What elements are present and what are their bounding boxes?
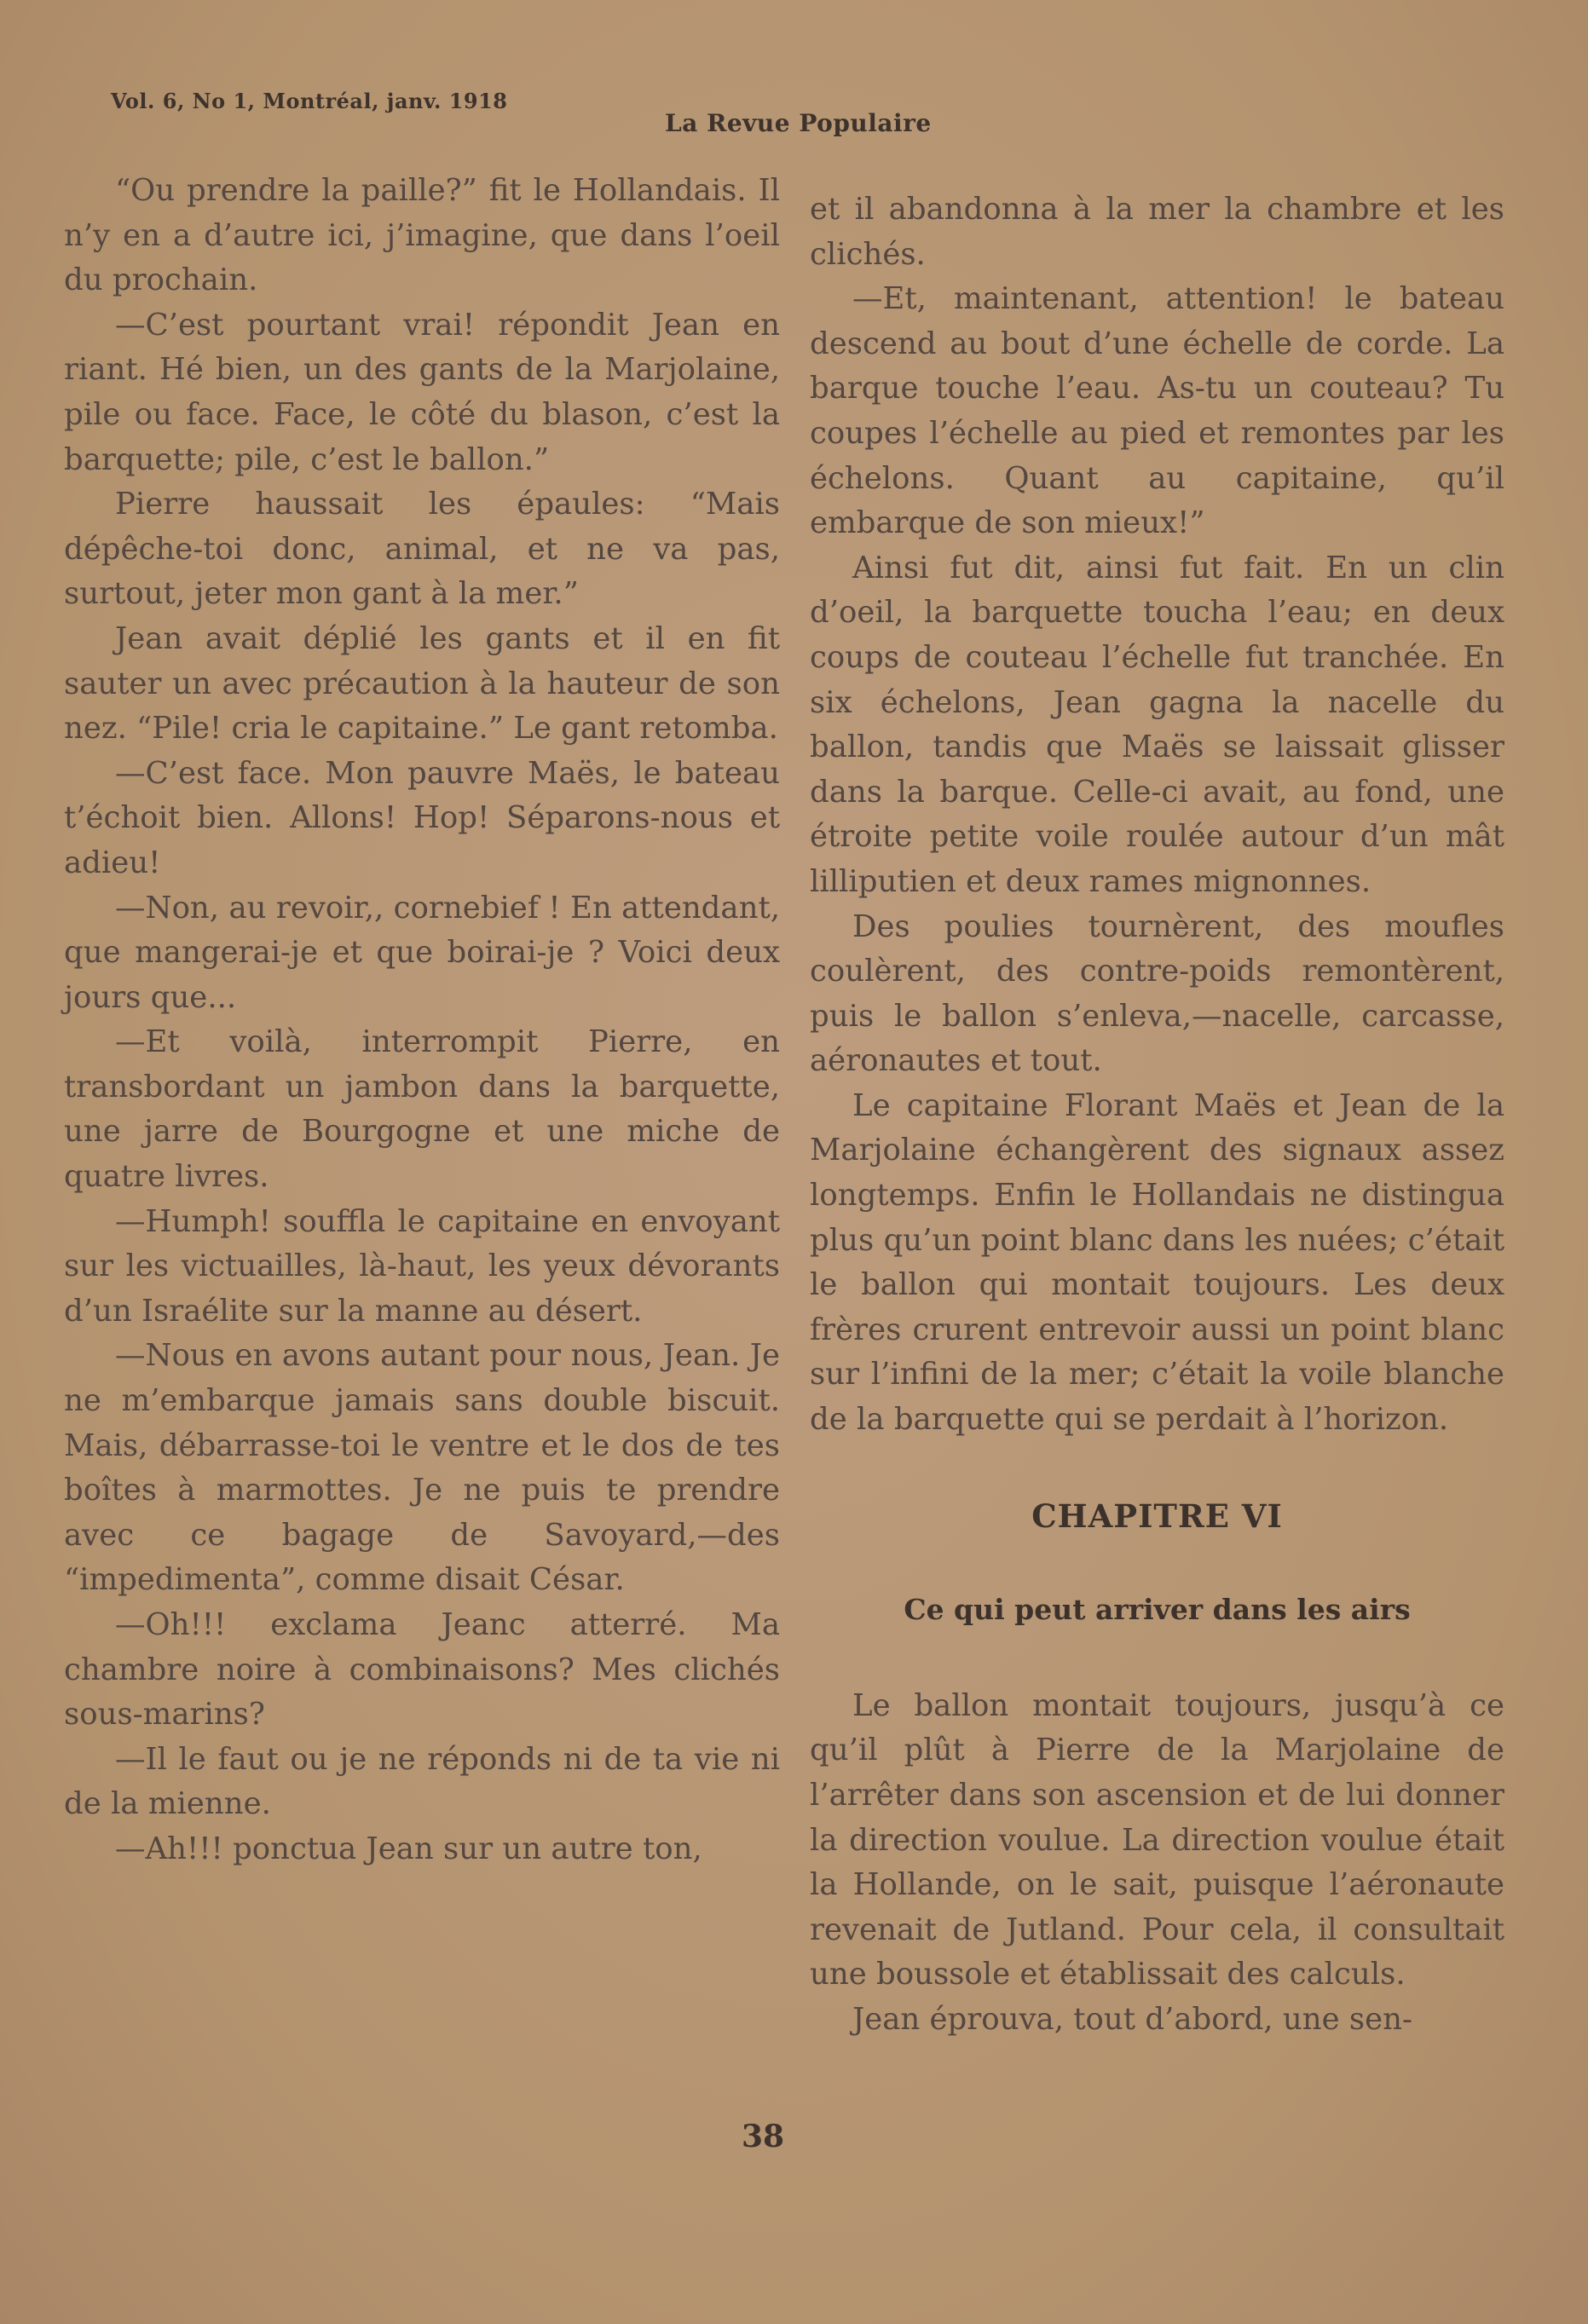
paragraph: “Ou prendre la paille?” fit le Hollandais. Il n’y en a d’autre ici, j’imagine, que dans l’oeil du prochain.: [64, 173, 780, 298]
right-column-bottom: [810, 1684, 1504, 2043]
paragraph: —Ah!!! ponctua Jean sur un autre ton,: [115, 1831, 702, 1866]
page-number: 38: [742, 2119, 785, 2154]
paragraph: —Nous en avons autant pour nous, Jean. Je ne m’embarque jamais sans double biscuit. Mais, débarrasse-toi le ventre et le dos de tes boîtes à marmottes. Je ne puis te prendre avec ce bagage de Savoyard,—des “impedimenta”, comme disait César.: [64, 1338, 780, 1598]
paragraph: —Oh!!! exclama Jeanc atterré. Ma chambre noire à combinaisons? Mes clichés sous-marins?: [64, 1607, 780, 1733]
paragraph: Ainsi fut dit, ainsi fut fait. En un clin d’oeil, la barquette toucha l’eau; en deux coups de couteau l’échelle fut tranchée. En six échelons, Jean gagna la nacelle du ballon, tandis que Maës se laissait glisser dans la barque. Celle-ci avait, au fond, une étroite petite voile roulée autour d’un mât lilliputien et deux rames mignonnes.: [810, 550, 1504, 899]
paragraph: —Et, maintenant, attention! le bateau descend au bout d’une échelle de corde. La barque touche l’eau. As-tu un couteau? Tu coupes l’échelle au pied et remontes par les échelons. Quant au capitaine, qu’il embarque de son mieux!”: [810, 281, 1504, 541]
left-column: [64, 169, 780, 1872]
paragraph: —C’est pourtant vrai! répondit Jean en riant. Hé bien, un des gants de la Marjolaine, pile ou face. Face, le côté du blason, c’est la barquette; pile, c’est le ballon.”: [64, 307, 780, 477]
magazine-title: La Revue Populaire: [665, 109, 932, 137]
paragraph: —Et voilà, interrompit Pierre, en transbordant un jambon dans la barquette, une jarre de Bourgogne et une miche de quatre livres.: [64, 1024, 780, 1195]
paragraph: Pierre haussait les épaules: “Mais dépêche-toi donc, animal, et ne va pas, surtout, jeter mon gant à la mer.”: [64, 487, 780, 612]
paragraph: et il abandonna à la mer la chambre et les clichés.: [810, 192, 1504, 272]
right-column-top: [810, 187, 1504, 1443]
issue-info: Vol. 6, No 1, Montréal, janv. 1918: [111, 89, 508, 113]
chapter-title: CHAPITRE VI: [1031, 1496, 1283, 1535]
paragraph: —C’est face. Mon pauvre Maës, le bateau t’échoit bien. Allons! Hop! Séparons-nous et adieu!: [64, 755, 780, 880]
right-column: [810, 187, 1504, 2043]
paragraph: Le ballon montait toujours, jusqu’à ce qu’il plût à Pierre de la Marjolaine de l’arrêter dans son ascension et de lui donner la direction voulue. La direction voulue était la Hollande, on le sait, puisque l’aéronaute revenait de Jutland. Pour cela, il consultait une boussole et établissait des calculs.: [810, 1687, 1504, 1992]
paragraph: Jean avait déplié les gants et il en fit sauter un avec précaution à la hauteur de son nez. “Pile! cria le capitaine.” Le gant retomba.: [64, 620, 780, 747]
paragraph: —Il le faut ou je ne réponds ni de ta vie ni de la mienne.: [64, 1741, 780, 1822]
chapter-subtitle: Ce qui peut arriver dans les airs: [904, 1593, 1411, 1627]
paragraph: Le capitaine Florant Maës et Jean de la Marjolaine échangèrent des signaux assez longtemps. Enfin le Hollandais ne distingua plus qu’un point blanc dans les nuées; c’était le ballon qui montait toujours. Les deux frères crurent entrevoir aussi un point blanc sur l’infini de la mer; c’était la voile blanche de la barquette qui se perdait à l’horizon.: [810, 1087, 1504, 1438]
paragraph: Jean éprouva, tout d’abord, une sen-: [852, 2001, 1412, 2037]
paragraph: Des poulies tournèrent, des moufles coulèrent, des contre-poids remontèrent, puis le ballon s’enleva,—nacelle, carcasse, aéronautes et tout.: [810, 908, 1504, 1079]
paragraph: —Humph! souffla le capitaine en envoyant sur les victuailles, là-haut, les yeux dévorants d’un Israélite sur la manne au désert.: [64, 1203, 780, 1329]
paragraph: —Non, au revoir,, cornebief ! En attendant, que mangerai-je et que boirai-je ? Voici deux jours que...: [64, 890, 780, 1015]
